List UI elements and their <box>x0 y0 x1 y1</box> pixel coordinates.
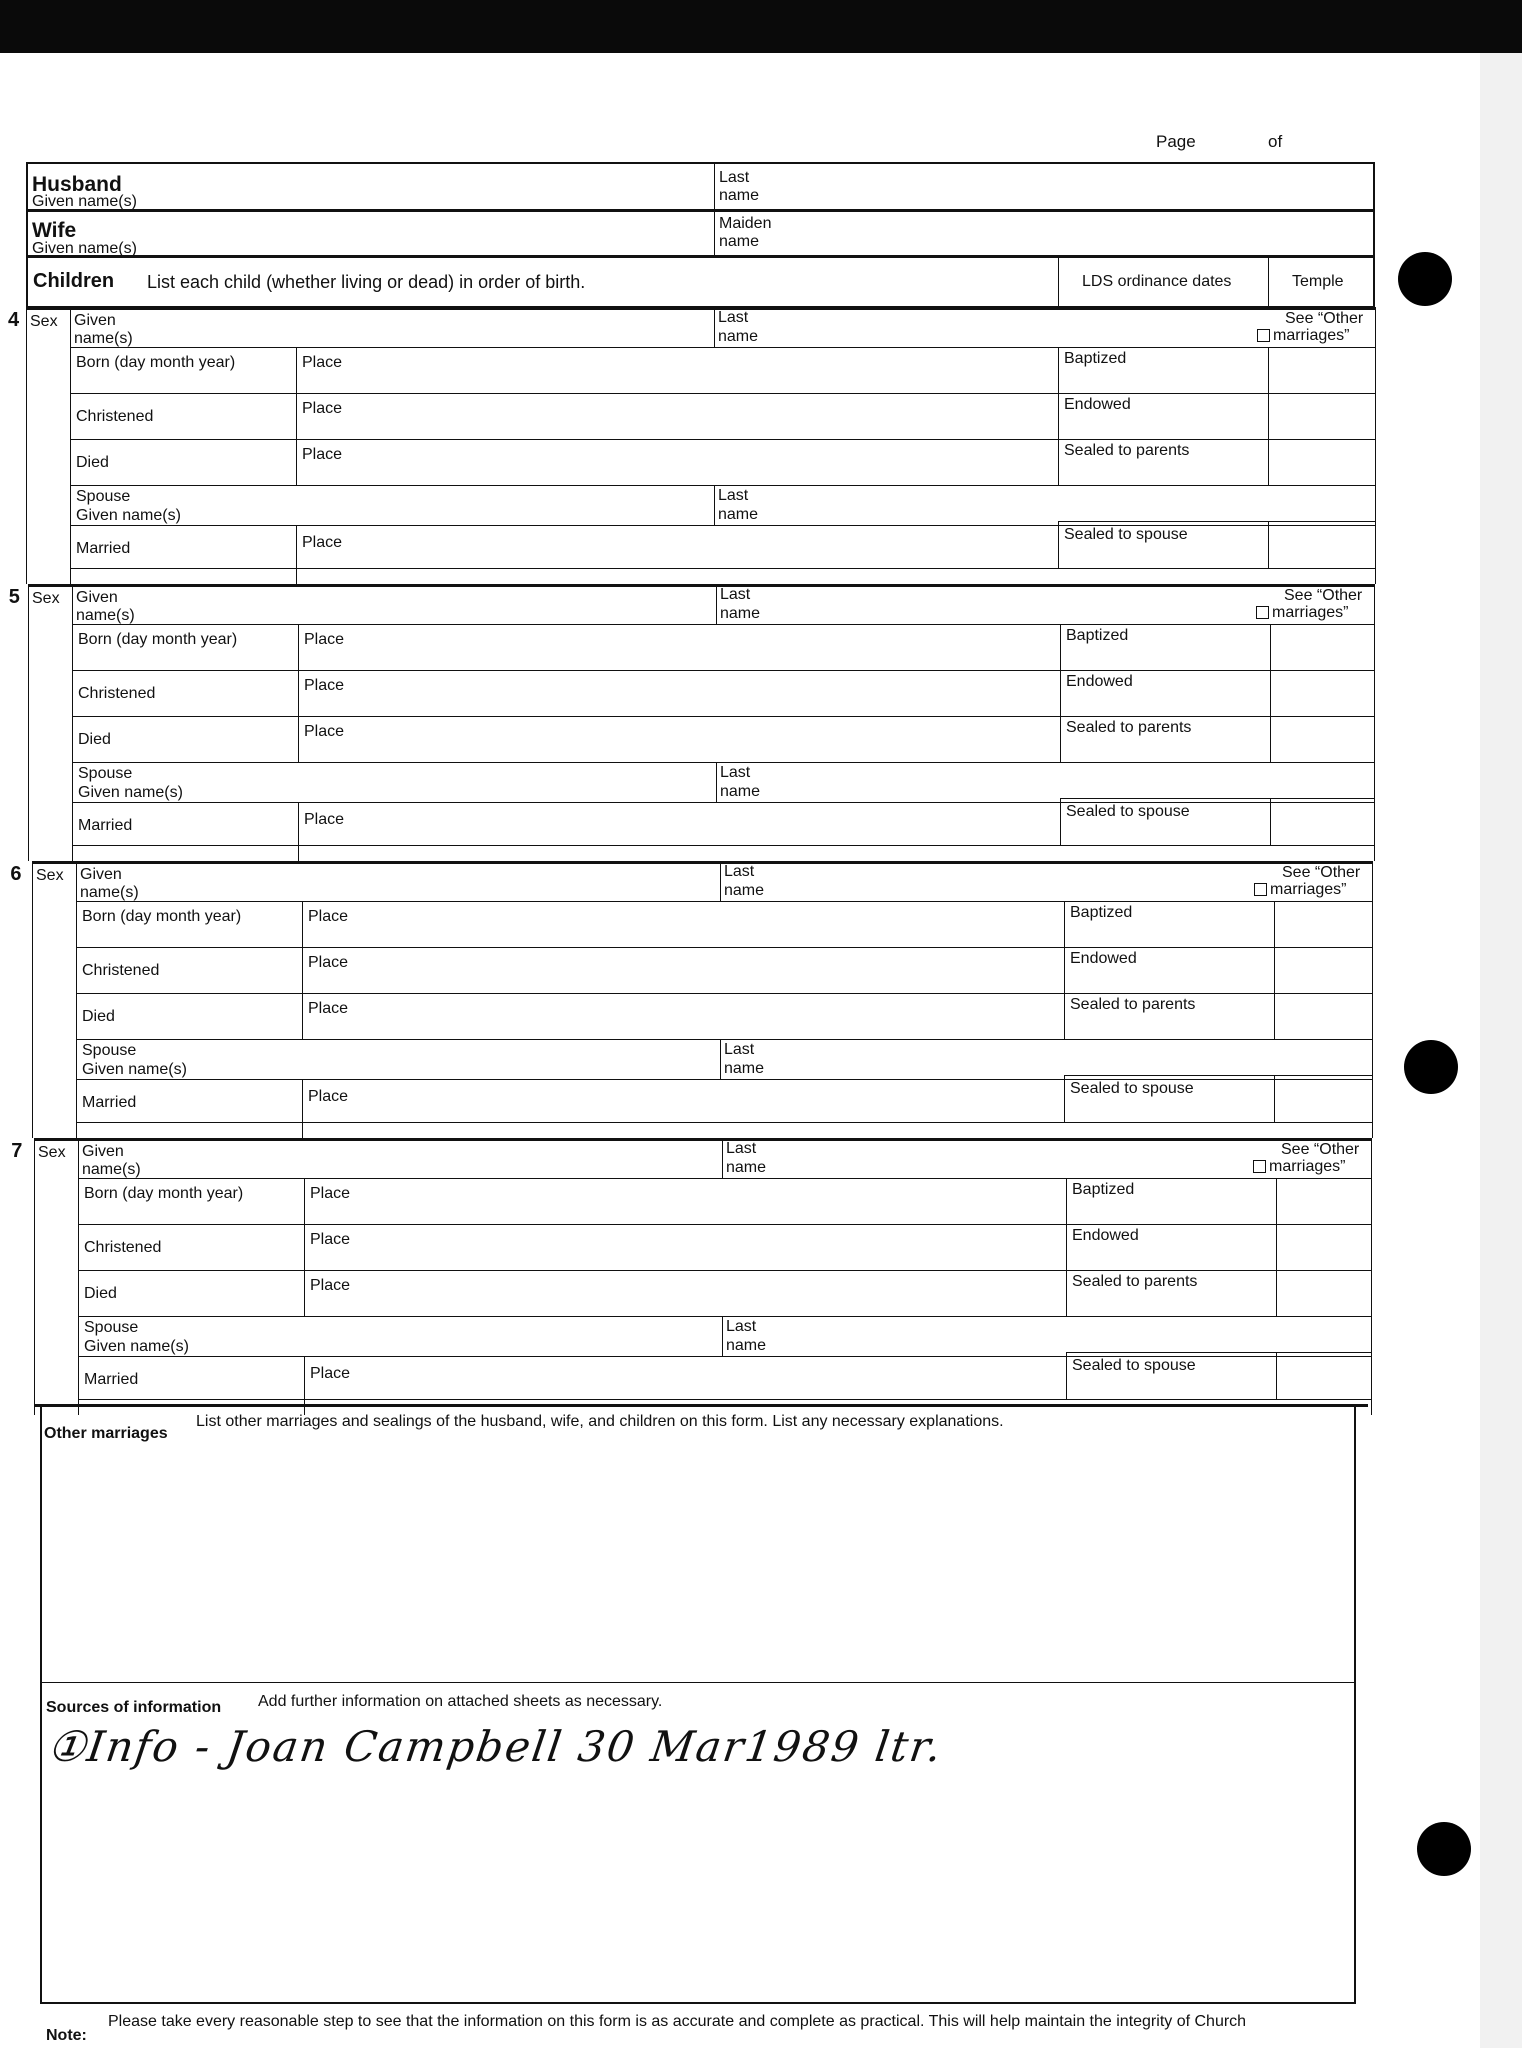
punch-hole-middle <box>1404 1040 1458 1094</box>
place-label: Place <box>302 534 343 551</box>
sealed-spouse-label: Sealed to spouse <box>1072 1357 1196 1374</box>
sex-label: Sex <box>32 590 60 607</box>
born-label: Born (day month year) <box>82 908 242 925</box>
temple-label: Temple <box>1292 273 1344 290</box>
married-label: Married <box>76 540 131 557</box>
died-label: Died <box>78 731 111 748</box>
scan-top-border <box>0 0 1522 53</box>
name-label: name <box>724 882 765 899</box>
see-other-marriages-checkbox[interactable] <box>1257 326 1349 345</box>
given-label: Given <box>74 312 116 329</box>
wife-name-label: name <box>719 233 760 250</box>
note-text: Please take every reasonable step to see that the information on this form is as accurate and complete as practical. This will help maintain the integrity of Church <box>108 2013 1247 2030</box>
see-other-marriages-checkbox[interactable] <box>1253 1157 1345 1176</box>
place-label: Place <box>310 1365 351 1382</box>
born-label: Born (day month year) <box>84 1185 244 1202</box>
endowed-label: Endowed <box>1064 396 1131 413</box>
place-label: Place <box>304 723 345 740</box>
name-label: name <box>718 328 759 345</box>
child-number: 4 <box>8 309 20 331</box>
wife-maiden-label: Maiden <box>719 215 772 232</box>
last-label: Last <box>720 586 751 603</box>
born-label: Born (day month year) <box>78 631 238 648</box>
spouse-given-label: Given name(s) <box>84 1338 189 1355</box>
see-other-label: See “Other <box>1282 864 1361 881</box>
spouse-given-label: Given name(s) <box>78 784 183 801</box>
husband-last-label: Last <box>719 169 750 186</box>
married-label: Married <box>82 1094 137 1111</box>
place-label: Place <box>308 1000 349 1017</box>
see-other-marriages-label: marriages” <box>1269 1158 1346 1175</box>
died-label: Died <box>82 1008 115 1025</box>
endowed-label: Endowed <box>1070 950 1137 967</box>
married-label: Married <box>84 1371 139 1388</box>
of-label: of <box>1268 132 1283 151</box>
children-title: Children <box>33 270 115 292</box>
husband-title: Husband <box>32 173 122 196</box>
spouse-label: Spouse <box>84 1319 139 1336</box>
other-marriages-section <box>40 1404 1356 2004</box>
spouse-label: Spouse <box>78 765 133 782</box>
other-marriages-instruction: List other marriages and sealings of the husband, wife, and children on this form. List any necessary explanations. <box>196 1413 1004 1430</box>
spouse-last-label: Last <box>726 1318 757 1335</box>
sex-label: Sex <box>38 1144 66 1161</box>
baptized-label: Baptized <box>1064 350 1127 367</box>
died-label: Died <box>76 454 109 471</box>
names-label: name(s) <box>74 330 133 347</box>
checkbox-icon[interactable] <box>1254 883 1267 896</box>
baptized-label: Baptized <box>1072 1181 1135 1198</box>
given-label: Given <box>76 589 118 606</box>
sources-title: Sources of information <box>46 1699 222 1716</box>
sources-handwritten-entry: ①Info - Joan Campbell 30 Mar1989 ltr. <box>44 1722 947 1771</box>
name-label: name <box>726 1159 767 1176</box>
sex-label: Sex <box>36 867 64 884</box>
husband-given-label: Given name(s) <box>32 193 137 210</box>
last-label: Last <box>724 863 755 880</box>
place-label: Place <box>304 677 345 694</box>
punch-hole-top <box>1398 252 1452 306</box>
sex-label: Sex <box>30 313 58 330</box>
place-label: Place <box>302 354 343 371</box>
baptized-label: Baptized <box>1070 904 1133 921</box>
last-label: Last <box>718 309 749 326</box>
last-label: Last <box>726 1140 757 1157</box>
sealed_parents-label: Sealed to parents <box>1066 719 1192 736</box>
sources-instruction: Add further information on attached sheets as necessary. <box>258 1693 663 1710</box>
spouse-last-label: Last <box>718 487 749 504</box>
christened-label: Christened <box>82 962 160 979</box>
scan-right-margin <box>1480 53 1522 2048</box>
wife-title: Wife <box>32 219 77 242</box>
christened-label: Christened <box>78 685 156 702</box>
wife-given-label: Given name(s) <box>32 240 137 257</box>
see-other-marriages-label: marriages” <box>1270 881 1347 898</box>
page-label: Page <box>1156 132 1196 151</box>
spouse-name-label: name <box>724 1060 765 1077</box>
spouse-name-label: name <box>726 1337 767 1354</box>
christened-label: Christened <box>84 1239 162 1256</box>
note-label: Note: <box>46 2027 87 2044</box>
child-number: 6 <box>10 863 22 885</box>
children-instruction: List each child (whether living or dead) in order of birth. <box>147 272 586 292</box>
checkbox-icon[interactable] <box>1257 329 1270 342</box>
place-label: Place <box>308 908 349 925</box>
given-label: Given <box>80 866 122 883</box>
born-label: Born (day month year) <box>76 354 236 371</box>
see-other-label: See “Other <box>1281 1141 1360 1158</box>
sealed_parents-label: Sealed to parents <box>1070 996 1196 1013</box>
spouse-label: Spouse <box>76 488 131 505</box>
sealed-spouse-label: Sealed to spouse <box>1066 803 1190 820</box>
other-marriages-title: Other marriages <box>44 1425 168 1442</box>
spouse-given-label: Given name(s) <box>76 507 181 524</box>
spouse-label: Spouse <box>82 1042 137 1059</box>
spouse-last-label: Last <box>720 764 751 781</box>
place-label: Place <box>308 954 349 971</box>
sealed_parents-label: Sealed to parents <box>1072 1273 1198 1290</box>
place-label: Place <box>304 631 345 648</box>
married-label: Married <box>78 817 133 834</box>
names-label: name(s) <box>80 884 139 901</box>
names-label: name(s) <box>76 607 135 624</box>
husband-name-label: name <box>719 187 760 204</box>
see-other-marriages-checkbox[interactable] <box>1254 880 1346 899</box>
child-number: 7 <box>11 1140 23 1162</box>
see-other-marriages-label: marriages” <box>1273 327 1350 344</box>
spouse-given-label: Given name(s) <box>82 1061 187 1078</box>
lds-ordinance-dates-label: LDS ordinance dates <box>1082 273 1232 290</box>
endowed-label: Endowed <box>1072 1227 1139 1244</box>
place-label: Place <box>308 1088 349 1105</box>
place-label: Place <box>302 400 343 417</box>
baptized-label: Baptized <box>1066 627 1129 644</box>
place-label: Place <box>310 1185 351 1202</box>
see-other-label: See “Other <box>1284 587 1363 604</box>
see-other-marriages-checkbox[interactable] <box>1256 603 1348 622</box>
name-label: name <box>720 605 761 622</box>
endowed-label: Endowed <box>1066 673 1133 690</box>
punch-hole-bottom <box>1417 1822 1471 1876</box>
christened-label: Christened <box>76 408 154 425</box>
names-label: name(s) <box>82 1161 141 1178</box>
child-number: 5 <box>8 586 20 608</box>
given-label: Given <box>82 1143 124 1160</box>
checkbox-icon[interactable] <box>1256 606 1269 619</box>
place-label: Place <box>302 446 343 463</box>
sealed-spouse-label: Sealed to spouse <box>1064 526 1188 543</box>
spouse-name-label: name <box>720 783 761 800</box>
place-label: Place <box>310 1277 351 1294</box>
place-label: Place <box>310 1231 351 1248</box>
sealed-spouse-label: Sealed to spouse <box>1070 1080 1194 1097</box>
place-label: Place <box>304 811 345 828</box>
died-label: Died <box>84 1285 117 1302</box>
see-other-marriages-label: marriages” <box>1272 604 1349 621</box>
spouse-name-label: name <box>718 506 759 523</box>
spouse-last-label: Last <box>724 1041 755 1058</box>
see-other-label: See “Other <box>1285 310 1364 327</box>
sealed_parents-label: Sealed to parents <box>1064 442 1190 459</box>
checkbox-icon[interactable] <box>1253 1160 1266 1173</box>
